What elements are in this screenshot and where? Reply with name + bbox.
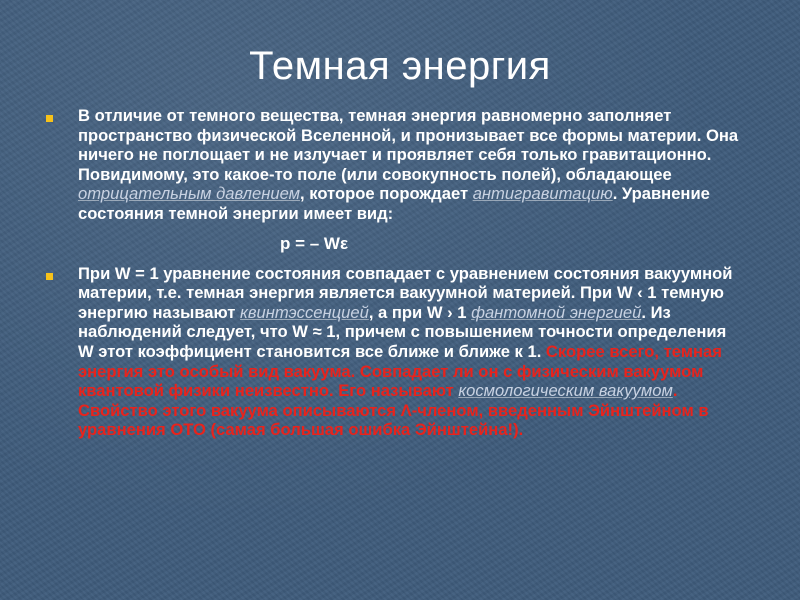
- paragraph-equation-parameter: [78, 264, 740, 440]
- text-segment: В отличие от темного вещества, темная энергия равномерно заполняет пространство физической Вселенной, и пронизывает все формы материи. Она ничего не поглощает и не излучает и проявляет себя только гравитационно. Повидимому, это какое-то поле (или совокупность полей), обладающее: [78, 106, 739, 184]
- text-segment: . Уравнение состояния темной энергии имеет вид:: [78, 184, 710, 223]
- square-bullet-icon: [46, 115, 53, 122]
- bullet-item-1: [40, 106, 740, 224]
- slide-title: Темная энергия: [249, 44, 551, 88]
- text-segment: , а при W › 1: [368, 302, 472, 322]
- term-antigravity: антигравитацию: [472, 184, 613, 204]
- slide-content: [40, 106, 740, 440]
- text-segment: . Свойство этого вакуума описываются Λ-членом, введенным Эйнштейном в уравнения ОТО (самая большая ошибка Эйнштейна!).: [78, 381, 709, 440]
- text-segment: Скорее всего, темная энергия это особый вид вакуума. Совпадает ли он с физическим вакуумом квантовой физики неизвестно. Его называют: [78, 341, 722, 401]
- bullet-item-2: [40, 264, 740, 440]
- text-segment: При W = 1 уравнение состояния совпадает с уравнением состояния вакуумной материи, т.е. темная энергия является вакуумной материей. При W ‹ 1 темную энергию называют: [78, 263, 733, 322]
- text-segment: . Из наблюдений следует, что W ≈ 1, причем с повышением точности определения W этот коэффициент становится все ближе и ближе к 1.: [78, 302, 727, 361]
- term-quintessence: квинтэссенцией: [240, 302, 369, 322]
- term-phantom-energy: фантомной энергией: [471, 302, 642, 322]
- text-segment: , которое порождает: [300, 184, 473, 204]
- equation-of-state: p = – Wε: [280, 233, 349, 253]
- term-cosmological-vacuum: космологическим вакуумом: [458, 381, 673, 401]
- paragraph-dark-energy-definition: [78, 106, 740, 224]
- term-negative-pressure: отрицательным давлением: [78, 184, 301, 204]
- square-bullet-icon: [46, 273, 53, 280]
